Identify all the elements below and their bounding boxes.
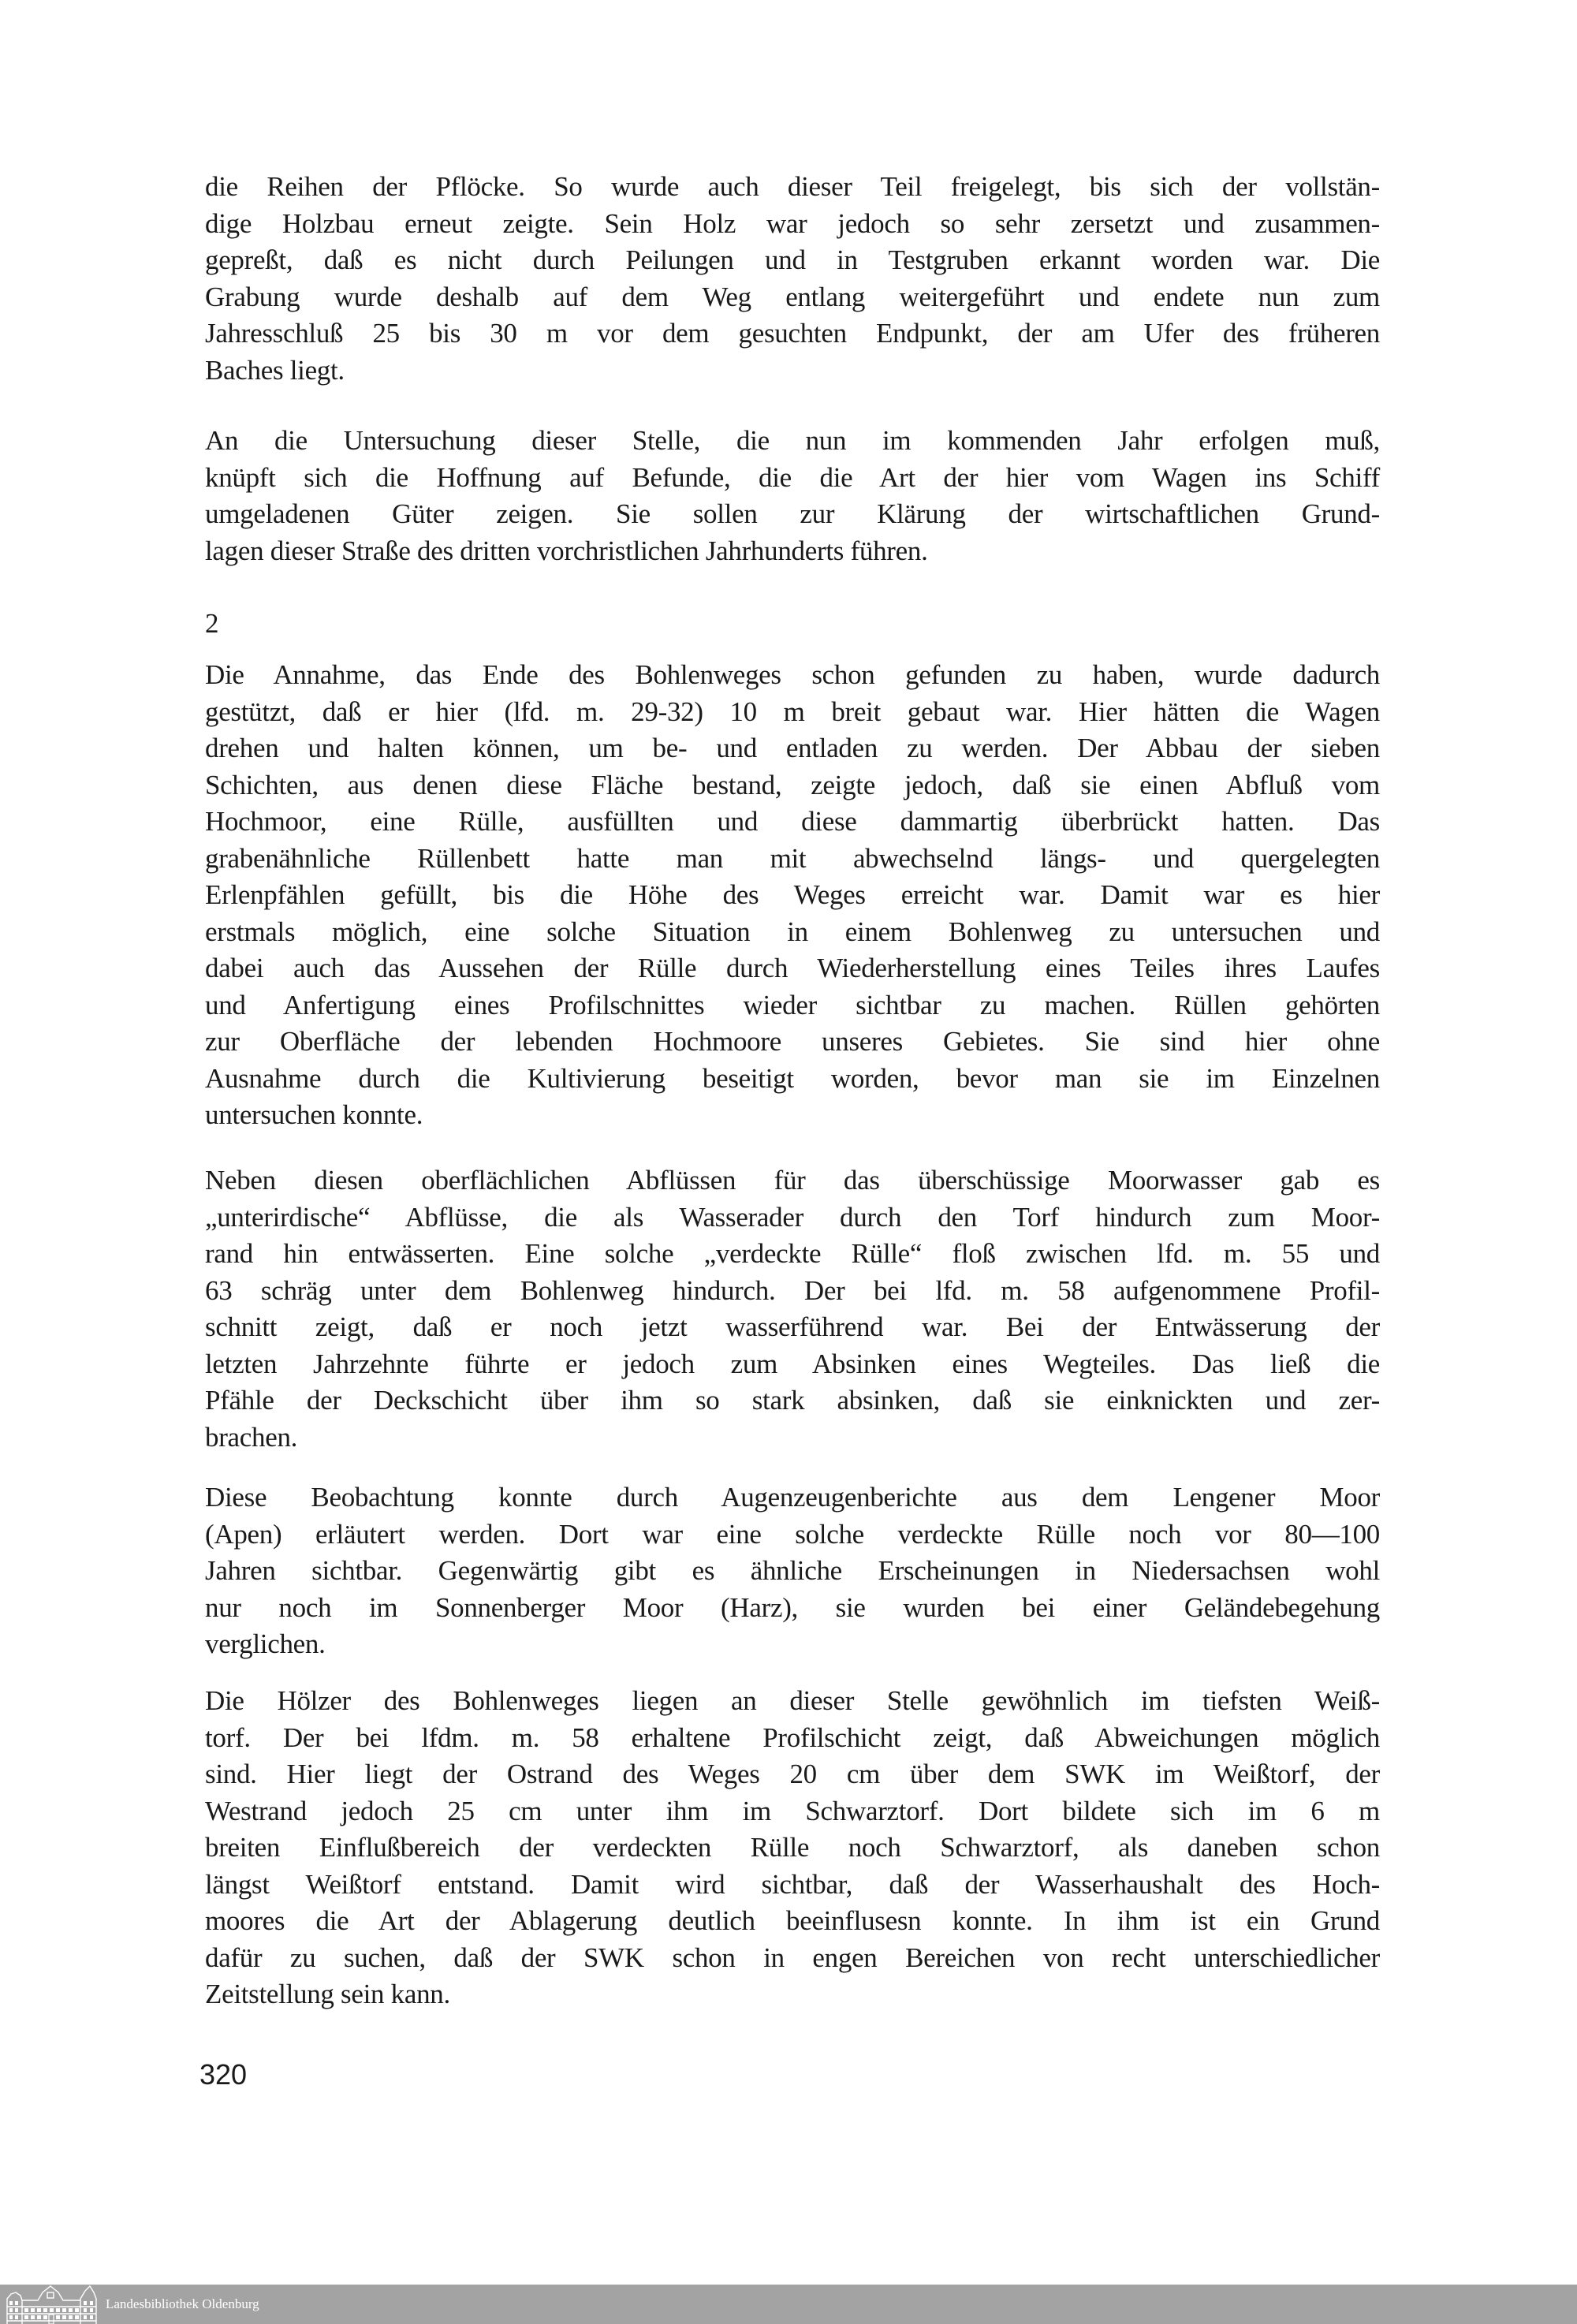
- library-footer: [0, 2285, 1577, 2324]
- text-line: dabei auch das Aussehen der Rülle durch Wiederherstellung eines Teiles ihres Laufes: [205, 953, 1380, 983]
- text-line: Die Annahme, das Ende des Bohlenweges schon gefunden zu haben, wurde dadurch: [205, 659, 1380, 690]
- text-line: sind. Hier liegt der Ostrand des Weges 20 cm über dem SWK im Weißtorf, der: [205, 1759, 1380, 1789]
- text-line: rand hin entwässerten. Eine solche „verdeckte Rülle“ floß zwischen lfd. m. 55 und: [205, 1238, 1380, 1269]
- text-line: grabenähnliche Rüllenbett hatte man mit abwechselnd längs- und quergelegten: [205, 842, 1380, 874]
- text-line: untersuchen konnte.: [205, 1099, 423, 1130]
- text-line: längst Weißtorf entstand. Damit wird sichtbar, daß der Wasserhaushalt des Hoch-: [205, 1868, 1380, 1900]
- text-line: Diese Beobachtung konnte durch Augenzeugenberichte aus dem Lengener Moor: [205, 1482, 1380, 1513]
- library-name: Landesbibliothek Oldenburg: [106, 2296, 259, 2311]
- page-number: 320: [199, 2058, 248, 2091]
- paragraph-5: [205, 1479, 1380, 1663]
- paragraph-1: [205, 169, 1380, 389]
- text-line: die Reihen der Pflöcke. So wurde auch dieser Teil freigelegt, bis sich der vollstän-: [205, 171, 1380, 202]
- text-line: erstmals möglich, eine solche Situation in einem Bohlenweg zu untersuchen und: [205, 916, 1380, 947]
- section-number: 2: [205, 608, 219, 639]
- text-line: „unterirdische“ Abflüsse, die als Wasserader durch den Torf hindurch zum Moor-: [205, 1201, 1380, 1233]
- text-line: Zeitstellung sein kann.: [205, 1979, 450, 2009]
- paragraph-4: [205, 1162, 1380, 1456]
- text-line: Baches liegt.: [205, 354, 345, 386]
- text-line: lagen dieser Straße des dritten vorchristlichen Jahrhunderts führen.: [205, 535, 928, 566]
- text-line: moores die Art der Ablagerung deutlich beeinflusesn konnte. In ihm ist ein Grund: [205, 1905, 1380, 1936]
- text-line: An die Untersuchung dieser Stelle, die nun im kommenden Jahr erfolgen muß,: [205, 425, 1380, 456]
- library-building-icon: [5, 2285, 98, 2324]
- text-line: Die Hölzer des Bohlenweges liegen an dieser Stelle gewöhnlich im tiefsten Weiß-: [205, 1685, 1380, 1716]
- text-line: breiten Einflußbereich der verdeckten Rülle noch Schwarztorf, als daneben schon: [205, 1832, 1380, 1863]
- text-line: brachen.: [205, 1421, 298, 1453]
- text-line: Westrand jedoch 25 cm unter ihm im Schwarztorf. Dort bildete sich im 6 m: [205, 1795, 1380, 1826]
- text-line: Neben diesen oberflächlichen Abflüssen für das überschüssige Moorwasser gab es: [205, 1165, 1380, 1196]
- text-line: torf. Der bei lfdm. m. 58 erhaltene Profilschicht zeigt, daß Abweichungen möglich: [205, 1722, 1380, 1753]
- text-line: 63 schräg unter dem Bohlenweg hindurch. Der bei lfd. m. 58 aufgenommene Profil-: [205, 1274, 1380, 1306]
- paragraph-2: [205, 423, 1380, 569]
- text-line: dige Holzbau erneut zeigte. Sein Holz war jedoch so sehr zersetzt und zusammen-: [205, 207, 1380, 239]
- text-line: Hochmoor, eine Rülle, ausfüllten und diese dammartig überbrückt hatten. Das: [205, 806, 1380, 837]
- text-line: verglichen.: [205, 1628, 326, 1659]
- text-line: Erlenpfählen gefüllt, bis die Höhe des Weges erreicht war. Damit war es hier: [205, 879, 1380, 910]
- text-line: nur noch im Sonnenberger Moor (Harz), sie wurden bei einer Geländebegehung: [205, 1591, 1380, 1623]
- text-line: und Anfertigung eines Profilschnittes wieder sichtbar zu machen. Rüllen gehörten: [205, 989, 1380, 1020]
- text-line: umgeladenen Güter zeigen. Sie sollen zur Klärung der wirtschaftlichen Grund-: [205, 498, 1380, 529]
- text-line: Grabung wurde deshalb auf dem Weg entlang weitergeführt und endete nun zum: [205, 281, 1380, 312]
- text-line: zur Oberfläche der lebenden Hochmoore unseres Gebietes. Sie sind hier ohne: [205, 1026, 1380, 1057]
- paragraph-3: [205, 657, 1380, 1134]
- text-line: Schichten, aus denen diese Fläche bestand, zeigte jedoch, daß sie einen Abfluß vom: [205, 769, 1380, 800]
- text-line: schnitt zeigt, daß er noch jetzt wasserführend war. Bei der Entwässerung der: [205, 1311, 1380, 1342]
- text-line: Ausnahme durch die Kultivierung beseitigt worden, bevor man sie im Einzelnen: [205, 1062, 1380, 1094]
- text-line: letzten Jahrzehnte führte er jedoch zum Absinken eines Wegteiles. Das ließ die: [205, 1348, 1380, 1379]
- text-line: Jahren sichtbar. Gegenwärtig gibt es ähnliche Erscheinungen in Niedersachsen wohl: [205, 1555, 1380, 1586]
- text-line: Jahresschluß 25 bis 30 m vor dem gesuchten Endpunkt, der am Ufer des früheren: [205, 318, 1380, 349]
- text-line: knüpft sich die Hoffnung auf Befunde, die die Art der hier vom Wagen ins Schiff: [205, 461, 1380, 493]
- text-line: drehen und halten können, um be- und entladen zu werden. Der Abbau der sieben: [205, 733, 1380, 763]
- text-line: Pfähle der Deckschicht über ihm so stark absinken, daß sie einknickten und zer-: [205, 1385, 1380, 1416]
- text-line: gepreßt, daß es nicht durch Peilungen und in Testgruben erkannt worden war. Die: [205, 244, 1380, 275]
- text-line: gestützt, daß er hier (lfd. m. 29-32) 10 m breit gebaut war. Hier hätten die Wagen: [205, 696, 1380, 727]
- text-line: dafür zu suchen, daß der SWK schon in engen Bereichen von recht unterschiedlicher: [205, 1942, 1380, 1973]
- paragraph-6: [205, 1683, 1380, 2013]
- text-line: (Apen) erläutert werden. Dort war eine solche verdeckte Rülle noch vor 80—100: [205, 1518, 1380, 1550]
